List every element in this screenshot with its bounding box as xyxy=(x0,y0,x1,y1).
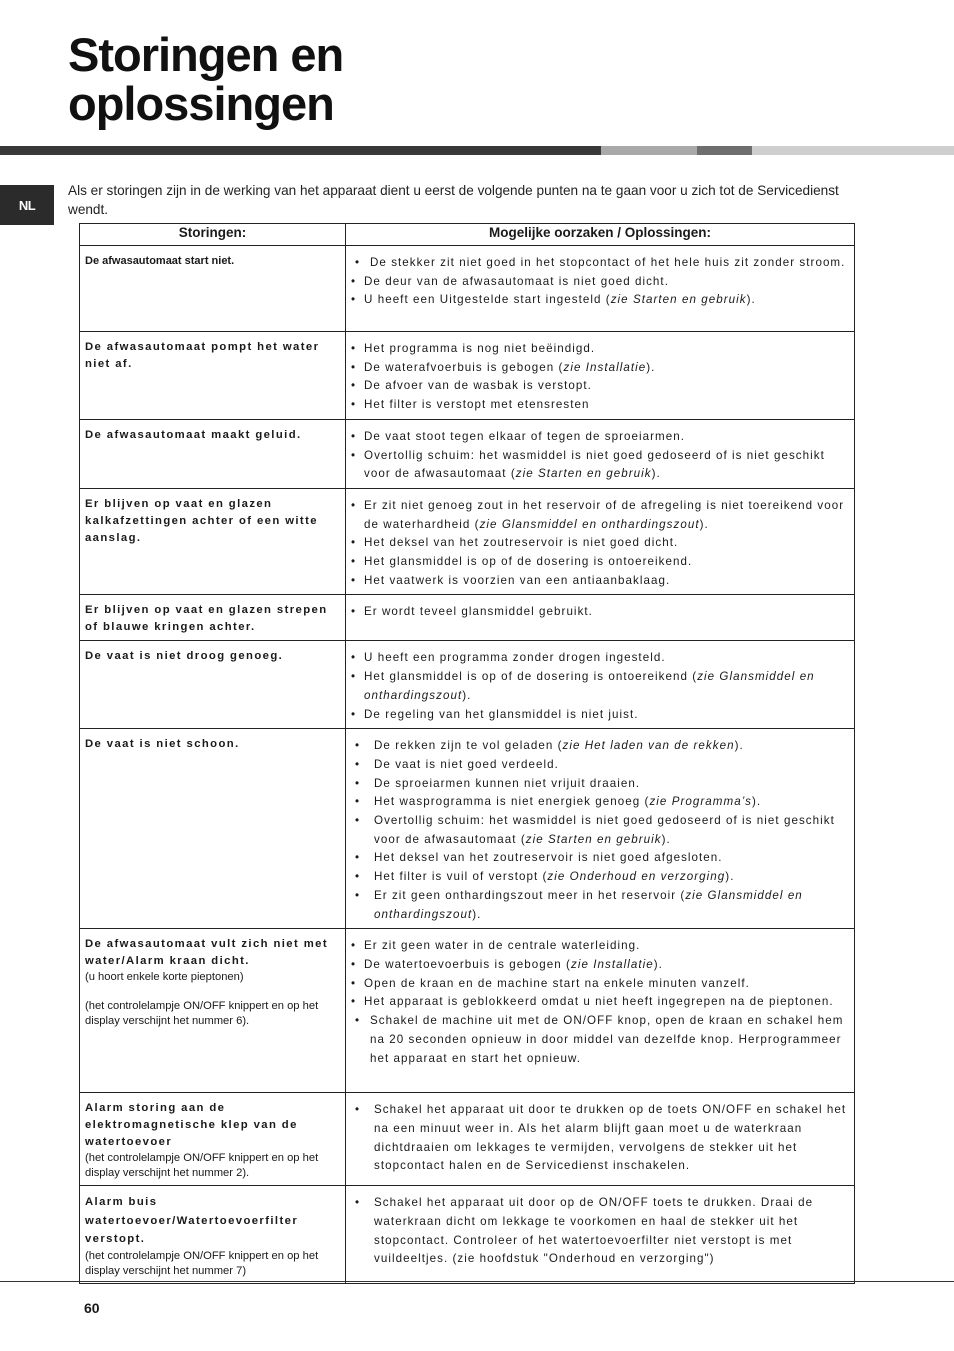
solution-item: • Schakel het apparaat uit door te drukken op de toets ON/OFF en schakel het na een minuut weer in. Als het alarm blijft gaan moet u de waterkraan dichtdraaien om lekkages te vermijden, vervolgens de stekker uit het stopcontact halen en de Servicedienst inschakelen. xyxy=(351,1101,848,1176)
table-row xyxy=(80,488,855,595)
table-row xyxy=(80,1186,855,1284)
solution-item: • Overtollig schuim: het wasmiddel is niet goed gedoseerd of is niet geschikt voor de afwasautomaat (zie Starten en gebruik). xyxy=(351,447,848,484)
problem-title: Er blijven op vaat en glazen kalkafzettingen achter of een witte aanslag. xyxy=(85,497,318,544)
problem-cell xyxy=(80,332,346,420)
solution-item: • Het filter is verstopt met etensresten xyxy=(351,396,848,415)
solution-item: • Het filter is vuil of verstopt (zie Onderhoud en verzorging). xyxy=(351,868,848,887)
problem-cell xyxy=(80,488,346,595)
table-row xyxy=(80,595,855,641)
column-header-problems: Storingen: xyxy=(80,224,346,246)
solution-item: • Schakel het apparaat uit door op de ON/OFF toets te drukken. Draai de waterkraan dicht om lekkage te voorkomen en haal de stekker uit het stopcontact. Controleer of het watertoevoerfilter niet verstopt is met vuildeeltjes. (zie hoofdstuk "Onderhoud en verzorging") xyxy=(351,1194,848,1269)
solution-item: • Er wordt teveel glansmiddel gebruikt. xyxy=(351,603,848,622)
problem-title: De vaat is niet droog genoeg. xyxy=(85,650,284,663)
table-row xyxy=(80,729,855,929)
intro-text: Als er storingen zijn in de werking van het apparaat dient u eerst de volgende punten na te gaan voor u zich tot de Servicedienst wendt. xyxy=(68,183,839,217)
solution-item: • De regeling van het glansmiddel is niet juist. xyxy=(351,706,848,725)
solution-item: • Open de kraan en de machine start na enkele minuten vanzelf. xyxy=(351,975,848,994)
header-rule-dark xyxy=(0,146,601,155)
solution-item: • Er zit niet genoeg zout in het reservoir of de afregeling is niet toereikend voor de waterhardheid (zie Glansmiddel en onthardingszout). xyxy=(351,497,848,534)
solution-cell xyxy=(346,488,855,595)
solution-cell xyxy=(346,641,855,729)
table-row xyxy=(80,1093,855,1186)
page-title-line-2: oplossingen xyxy=(68,77,334,130)
solution-item: • Het glansmiddel is op of de dosering is ontoereikend (zie Glansmiddel en onthardingszout). xyxy=(351,668,848,705)
solution-cell xyxy=(346,929,855,1093)
problem-note: (het controlelampje ON/OFF knippert en op het display verschijnt het nummer 7) xyxy=(85,1249,319,1277)
page-title xyxy=(68,30,343,128)
solution-item: • De watertoevoerbuis is gebogen (zie Installatie). xyxy=(351,956,848,975)
solution-item: • De waterafvoerbuis is gebogen (zie Installatie). xyxy=(351,359,848,378)
problem-cell xyxy=(80,595,346,641)
problem-title: Alarm buis watertoevoer/Watertoevoerfilter verstopt. xyxy=(85,1196,299,1246)
solution-cell xyxy=(346,246,855,332)
solution-item: • Het deksel van het zoutreservoir is niet goed dicht. xyxy=(351,534,848,553)
solution-item: • Het vaatwerk is voorzien van een antiaanbaklaag. xyxy=(351,572,848,591)
problem-cell xyxy=(80,246,346,332)
solution-item: • De stekker zit niet goed in het stopcontact of het hele huis zit zonder stroom. xyxy=(351,254,848,273)
problem-cell xyxy=(80,929,346,1093)
problem-cell xyxy=(80,641,346,729)
problem-title: De afwasautomaat start niet. xyxy=(85,255,235,267)
problem-note: (u hoort enkele korte pieptonen) xyxy=(85,971,244,984)
problem-title: De afwasautomaat pompt het water niet af. xyxy=(85,341,320,370)
problem-title: De afwasautomaat vult zich niet met water/Alarm kraan dicht. xyxy=(85,938,328,968)
column-header-solutions: Mogelijke oorzaken / Oplossingen: xyxy=(346,224,855,246)
solution-item: • De vaat stoot tegen elkaar of tegen de sproeiarmen. xyxy=(351,428,848,447)
problem-title: Alarm storing aan de elektromagnetische klep van de watertoevoer xyxy=(85,1102,298,1149)
table-row xyxy=(80,641,855,729)
problem-cell xyxy=(80,1093,346,1186)
solution-item: • Het wasprogramma is niet energiek genoeg (zie Programma’s). xyxy=(351,793,848,812)
solution-cell xyxy=(346,1186,855,1284)
solution-item: • Er zit geen onthardingszout meer in het reservoir (zie Glansmiddel en onthardingszout). xyxy=(351,887,848,924)
solution-cell xyxy=(346,419,855,488)
table-row xyxy=(80,246,855,332)
problem-note: (het controlelampje ON/OFF knippert en op het display verschijnt het nummer 6). xyxy=(85,1000,319,1028)
solution-cell xyxy=(346,1093,855,1186)
solution-item: • Schakel de machine uit met de ON/OFF knop, open de kraan en schakel hem na 20 seconden opnieuw in door middel van dezelfde knop. Herprogrammeer het apparaat en start het opnieuw. xyxy=(351,1012,848,1068)
solution-item: • Overtollig schuim: het wasmiddel is niet goed gedoseerd of is niet geschikt voor de afwasautomaat (zie Starten en gebruik). xyxy=(351,812,848,849)
problem-cell xyxy=(80,419,346,488)
table-row xyxy=(80,332,855,420)
solution-item: • U heeft een Uitgestelde start ingesteld (zie Starten en gebruik). xyxy=(351,291,848,310)
table-row xyxy=(80,929,855,1093)
header-rule-pale xyxy=(752,146,954,155)
solution-item: • Er zit geen water in de centrale waterleiding. xyxy=(351,937,848,956)
solution-item: • Het programma is nog niet beëindigd. xyxy=(351,340,848,359)
page-number: 60 xyxy=(84,1300,100,1316)
problem-title: Er blijven op vaat en glazen strepen of blauwe kringen achter. xyxy=(85,604,328,634)
problem-title: De vaat is niet schoon. xyxy=(85,738,240,751)
solution-item: • Het apparaat is geblokkeerd omdat u niet heeft ingegrepen na de pieptonen. xyxy=(351,993,848,1012)
problem-cell xyxy=(80,1186,346,1284)
solution-item: • De deur van de afwasautomaat is niet goed dicht. xyxy=(351,273,848,292)
problem-note: (het controlelampje ON/OFF knippert en op het display verschijnt het nummer 2). xyxy=(85,1152,319,1180)
footer-rule xyxy=(0,1281,954,1282)
solution-item: • Het deksel van het zoutreservoir is niet goed afgesloten. xyxy=(351,849,848,868)
table-header-row xyxy=(80,224,855,246)
solution-item: • De sproeiarmen kunnen niet vrijuit draaien. xyxy=(351,775,848,794)
language-tab: NL xyxy=(0,185,54,225)
problem-cell xyxy=(80,729,346,929)
header-rule-mid xyxy=(697,146,752,155)
solution-cell xyxy=(346,332,855,420)
header-rule-light xyxy=(601,146,697,155)
solution-item: • Het glansmiddel is op of de dosering is ontoereikend. xyxy=(351,553,848,572)
solution-item: • De vaat is niet goed verdeeld. xyxy=(351,756,848,775)
solution-cell xyxy=(346,595,855,641)
table-row xyxy=(80,419,855,488)
solution-cell xyxy=(346,729,855,929)
solution-item: • U heeft een programma zonder drogen ingesteld. xyxy=(351,649,848,668)
solution-item: • De rekken zijn te vol geladen (zie Het laden van de rekken). xyxy=(351,737,848,756)
troubleshooting-table xyxy=(79,223,855,1284)
solution-item: • De afvoer van de wasbak is verstopt. xyxy=(351,377,848,396)
problem-title: De afwasautomaat maakt geluid. xyxy=(85,428,302,441)
page-title-line-1: Storingen en xyxy=(68,28,344,81)
